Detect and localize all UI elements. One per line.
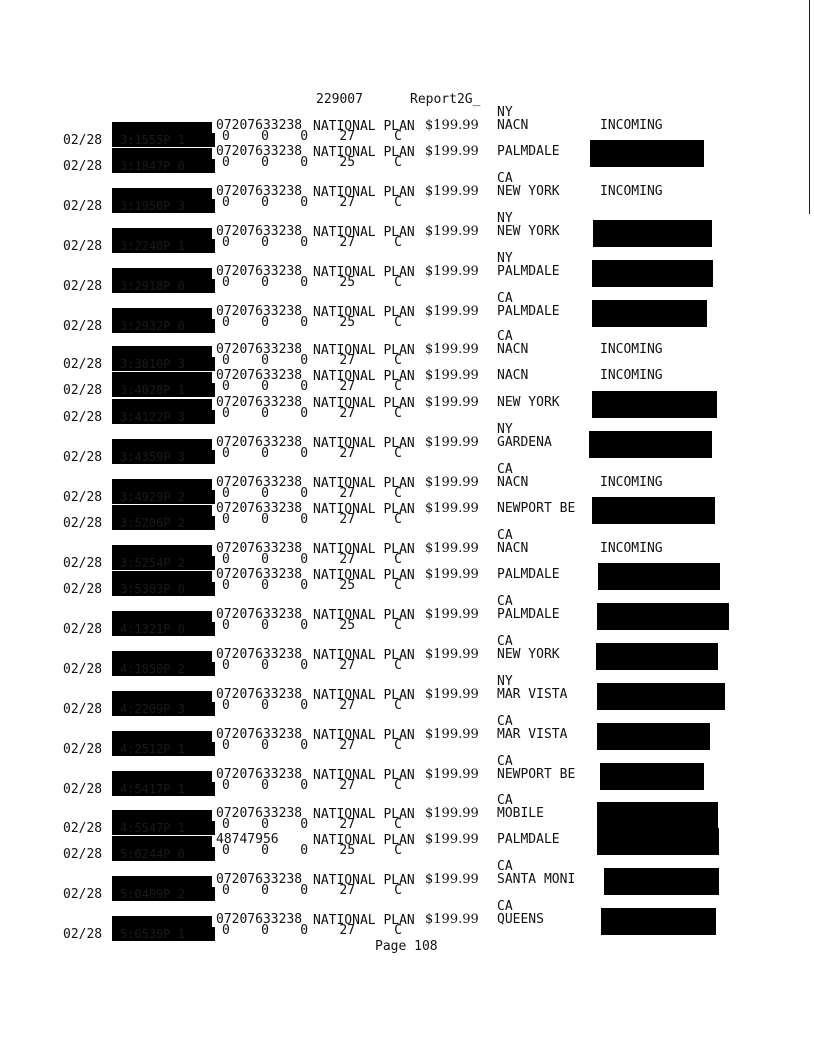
state-code: NY — [497, 105, 513, 120]
usage-values: 0 0 0 27 C — [222, 379, 403, 394]
redaction-bar — [600, 763, 704, 790]
usage-values: 0 0 0 27 C — [222, 738, 403, 753]
plan-name: NATIONAL PLAN — [313, 502, 415, 517]
plan-price: $199.99 — [425, 687, 479, 702]
call-direction: INCOMING — [600, 475, 663, 490]
plan-name: NATIONAL PLAN — [313, 369, 415, 384]
call-time: 3:1555P 1 — [112, 133, 215, 147]
state-code: CA — [497, 714, 513, 729]
state-code: CA — [497, 171, 513, 186]
usage-values: 0 0 0 27 C — [222, 446, 403, 461]
call-time: 3:2918P 0 — [112, 279, 215, 293]
plan-price: $199.99 — [425, 184, 479, 199]
account-number: 07207633238 — [216, 806, 303, 821]
call-time: 4:5547P 1 — [112, 821, 215, 835]
record-row — [0, 754, 814, 804]
redaction-bar — [592, 260, 713, 287]
plan-price: $199.99 — [425, 264, 479, 279]
call-location: NEWPORT BE — [497, 501, 576, 516]
call-time: 4:1321P 0 — [112, 622, 215, 636]
call-time: 3:5206P 2 — [112, 516, 215, 530]
call-date: 02/28 — [63, 450, 103, 465]
call-location: PALMDALE — [497, 304, 560, 319]
plan-price: $199.99 — [425, 541, 479, 556]
call-date: 02/28 — [63, 662, 103, 677]
call-location: NEW YORK — [497, 184, 560, 199]
call-time: 3:1847P 0 — [112, 159, 215, 173]
call-time: 3:4122P 3 — [112, 410, 215, 424]
state-code: NY — [497, 674, 513, 689]
call-time: 4:1850P 2 — [112, 662, 215, 676]
plan-name: NATIONAL PLAN — [313, 476, 415, 491]
record-row — [0, 833, 814, 869]
call-date: 02/28 — [63, 516, 103, 531]
account-number: 07207633238 — [216, 475, 303, 490]
call-location: NEW YORK — [497, 647, 560, 662]
account-number: 07207633238 — [216, 607, 303, 622]
plan-price: $199.99 — [425, 435, 479, 450]
call-date: 02/28 — [63, 742, 103, 757]
call-date: 02/28 — [63, 622, 103, 637]
plan-name: NATIONAL PLAN — [313, 807, 415, 822]
plan-price: $199.99 — [425, 872, 479, 887]
call-location: QUEENS — [497, 912, 544, 927]
state-code: CA — [497, 594, 513, 609]
redaction-bar — [597, 603, 729, 630]
call-location: MAR VISTA — [497, 727, 568, 742]
plan-name: NATIONAL PLAN — [313, 768, 415, 783]
call-location: PALMDALE — [497, 264, 560, 279]
plan-name: NATIONAL PLAN — [313, 728, 415, 743]
usage-values: 0 0 0 27 C — [222, 512, 403, 527]
call-direction: INCOMING — [600, 541, 663, 556]
usage-values: 0 0 0 27 C — [222, 486, 403, 501]
plan-price: $199.99 — [425, 607, 479, 622]
call-location: NEW YORK — [497, 395, 560, 410]
call-date: 02/28 — [63, 490, 103, 505]
account-number: 07207633238 — [216, 435, 303, 450]
plan-name: NATIONAL PLAN — [313, 436, 415, 451]
plan-name: NATIONAL PLAN — [313, 568, 415, 583]
plan-name: NATIONAL PLAN — [313, 145, 415, 160]
usage-values: 0 0 0 27 C — [222, 235, 403, 250]
account-number: 07207633238 — [216, 912, 303, 927]
plan-price: $199.99 — [425, 647, 479, 662]
call-date: 02/28 — [63, 847, 103, 862]
call-date: 02/28 — [63, 357, 103, 372]
usage-values: 0 0 0 25 C — [222, 618, 403, 633]
account-number: 07207633238 — [216, 647, 303, 662]
state-code: CA — [497, 899, 513, 914]
call-direction: INCOMING — [600, 118, 663, 133]
redaction-bar — [592, 300, 707, 327]
plan-price: $199.99 — [425, 395, 479, 410]
redaction-bar — [604, 868, 719, 895]
plan-name: NATIONAL PLAN — [313, 396, 415, 411]
call-location: NACN — [497, 118, 529, 133]
call-time: 3:5254P 2 — [112, 556, 215, 570]
usage-values: 0 0 0 25 C — [222, 275, 403, 290]
page-number: Page 108 — [375, 939, 438, 954]
account-number: 07207633238 — [216, 264, 303, 279]
call-date: 02/28 — [63, 410, 103, 425]
call-date: 02/28 — [63, 887, 103, 902]
plan-name: NATIONAL PLAN — [313, 913, 415, 928]
call-location: PALMDALE — [497, 567, 560, 582]
state-code: CA — [497, 291, 513, 306]
state-code: CA — [497, 462, 513, 477]
call-date: 02/28 — [63, 927, 103, 942]
call-time: 5:0409P 2 — [112, 887, 215, 901]
usage-values: 0 0 0 27 C — [222, 883, 403, 898]
state-code: NY — [497, 251, 513, 266]
call-location: PALMDALE — [497, 832, 560, 847]
account-number: 07207633238 — [216, 144, 303, 159]
call-date: 02/28 — [63, 556, 103, 571]
plan-price: $199.99 — [425, 501, 479, 516]
call-location: SANTA MONI — [497, 872, 576, 887]
call-location: NACN — [497, 475, 529, 490]
plan-price: $199.99 — [425, 224, 479, 239]
plan-name: NATIONAL PLAN — [313, 688, 415, 703]
report-title: Report2G_ — [410, 92, 481, 107]
state-code: CA — [497, 754, 513, 769]
call-location: PALMDALE — [497, 607, 560, 622]
plan-name: NATIONAL PLAN — [313, 873, 415, 888]
call-time: 3:2240P 1 — [112, 239, 215, 253]
redaction-bar — [590, 140, 704, 167]
account-number: 07207633238 — [216, 767, 303, 782]
state-code: CA — [497, 634, 513, 649]
call-time: 4:2512P 1 — [112, 742, 215, 756]
redaction-bar — [598, 563, 720, 590]
state-code: CA — [497, 859, 513, 874]
call-location: PALMDALE — [497, 144, 560, 159]
usage-values: 0 0 0 25 C — [222, 578, 403, 593]
redaction-bar — [597, 802, 718, 829]
account-number: 48747956 — [216, 832, 303, 847]
call-location: MAR VISTA — [497, 687, 568, 702]
plan-price: $199.99 — [425, 368, 479, 383]
plan-price: $199.99 — [425, 727, 479, 742]
record-row — [0, 211, 814, 261]
state-code: NY — [497, 211, 513, 226]
call-time: 3:5303P 0 — [112, 582, 215, 596]
call-location: GARDENA — [497, 435, 552, 450]
call-time: 3:1950P 3 — [112, 199, 215, 213]
call-date: 02/28 — [63, 383, 103, 398]
redaction-bar — [597, 683, 725, 710]
plan-price: $199.99 — [425, 806, 479, 821]
call-time: 5:0244P 0 — [112, 847, 215, 861]
redaction-bar — [597, 723, 710, 750]
plan-name: NATIONAL PLAN — [313, 185, 415, 200]
call-time: 3:4359P 3 — [112, 450, 215, 464]
account-number: 07207633238 — [216, 501, 303, 516]
record-row — [0, 422, 814, 472]
call-location: MOBILE — [497, 806, 544, 821]
usage-values: 0 0 0 25 C — [222, 315, 403, 330]
usage-values: 0 0 0 27 C — [222, 195, 403, 210]
call-date: 02/28 — [63, 159, 103, 174]
usage-values: 0 0 0 27 C — [222, 406, 403, 421]
account-number: 07207633238 — [216, 224, 303, 239]
redaction-bar — [597, 828, 719, 855]
usage-values: 0 0 0 25 C — [222, 843, 403, 858]
redaction-bar — [592, 391, 717, 418]
call-date: 02/28 — [63, 821, 103, 836]
state-code: NY — [497, 422, 513, 437]
record-row — [0, 714, 814, 764]
account-number: 07207633238 — [216, 541, 303, 556]
record-row — [0, 502, 814, 538]
call-time: 3:4028P 1 — [112, 383, 215, 397]
record-row — [0, 171, 814, 221]
plan-price: $199.99 — [425, 832, 479, 847]
redaction-bar — [596, 643, 718, 670]
call-time: 3:3810P 3 — [112, 357, 215, 371]
usage-values: 0 0 0 25 C — [222, 155, 403, 170]
account-number: 07207633238 — [216, 342, 303, 357]
account-number: 07207633238 — [216, 118, 303, 133]
call-direction: INCOMING — [600, 342, 663, 357]
report-code: 229007 — [316, 92, 363, 107]
plan-price: $199.99 — [425, 912, 479, 927]
plan-price: $199.99 — [425, 304, 479, 319]
plan-name: NATIONAL PLAN — [313, 305, 415, 320]
account-number: 07207633238 — [216, 872, 303, 887]
call-time: 5:0539P 1 — [112, 927, 215, 941]
call-time: 4:5417P 1 — [112, 782, 215, 796]
plan-price: $199.99 — [425, 342, 479, 357]
record-row — [0, 145, 814, 181]
call-location: NACN — [497, 368, 529, 383]
state-code: CA — [497, 329, 513, 344]
call-direction: INCOMING — [600, 184, 663, 199]
plan-name: NATIONAL PLAN — [313, 833, 415, 848]
plan-price: $199.99 — [425, 475, 479, 490]
call-location: NEWPORT BE — [497, 767, 576, 782]
usage-values: 0 0 0 27 C — [222, 778, 403, 793]
account-number: 07207633238 — [216, 687, 303, 702]
redaction-bar — [589, 431, 712, 458]
record-row — [0, 396, 814, 432]
plan-name: NATIONAL PLAN — [313, 119, 415, 134]
plan-name: NATIONAL PLAN — [313, 343, 415, 358]
record-row — [0, 291, 814, 341]
account-number: 07207633238 — [216, 567, 303, 582]
call-date: 02/28 — [63, 319, 103, 334]
call-date: 02/28 — [63, 782, 103, 797]
call-location: NEW YORK — [497, 224, 560, 239]
plan-name: NATIONAL PLAN — [313, 265, 415, 280]
call-date: 02/28 — [63, 199, 103, 214]
account-number: 07207633238 — [216, 368, 303, 383]
usage-values: 0 0 0 27 C — [222, 552, 403, 567]
usage-values: 0 0 0 27 C — [222, 658, 403, 673]
call-time: 3:2932P 0 — [112, 319, 215, 333]
account-number: 07207633238 — [216, 727, 303, 742]
call-time: 4:2209P 3 — [112, 702, 215, 716]
redaction-bar — [593, 220, 712, 247]
redaction-bar — [601, 908, 716, 935]
call-date: 02/28 — [63, 133, 103, 148]
usage-values: 0 0 0 27 C — [222, 353, 403, 368]
usage-values: 0 0 0 27 C — [222, 817, 403, 832]
plan-name: NATIONAL PLAN — [313, 542, 415, 557]
call-time: 3:4929P 2 — [112, 490, 215, 504]
usage-values: 0 0 0 27 C — [222, 923, 403, 938]
call-location: NACN — [497, 541, 529, 556]
plan-price: $199.99 — [425, 144, 479, 159]
record-row — [0, 251, 814, 301]
record-row — [0, 674, 814, 724]
usage-values: 0 0 0 27 C — [222, 698, 403, 713]
plan-price: $199.99 — [425, 767, 479, 782]
call-location: NACN — [497, 342, 529, 357]
call-date: 02/28 — [63, 279, 103, 294]
record-row — [0, 568, 814, 604]
call-date: 02/28 — [63, 239, 103, 254]
usage-values: 0 0 0 27 C — [222, 129, 403, 144]
call-date: 02/28 — [63, 702, 103, 717]
plan-name: NATIONAL PLAN — [313, 608, 415, 623]
record-row — [0, 634, 814, 684]
account-number: 07207633238 — [216, 304, 303, 319]
record-row — [0, 859, 814, 909]
plan-price: $199.99 — [425, 118, 479, 133]
state-code: CA — [497, 793, 513, 808]
account-number: 07207633238 — [216, 184, 303, 199]
redaction-bar — [592, 497, 715, 524]
account-number: 07207633238 — [216, 395, 303, 410]
state-code: CA — [497, 528, 513, 543]
plan-name: NATIONAL PLAN — [313, 648, 415, 663]
call-date: 02/28 — [63, 582, 103, 597]
plan-price: $199.99 — [425, 567, 479, 582]
record-row — [0, 594, 814, 644]
plan-name: NATIONAL PLAN — [313, 225, 415, 240]
call-direction: INCOMING — [600, 368, 663, 383]
